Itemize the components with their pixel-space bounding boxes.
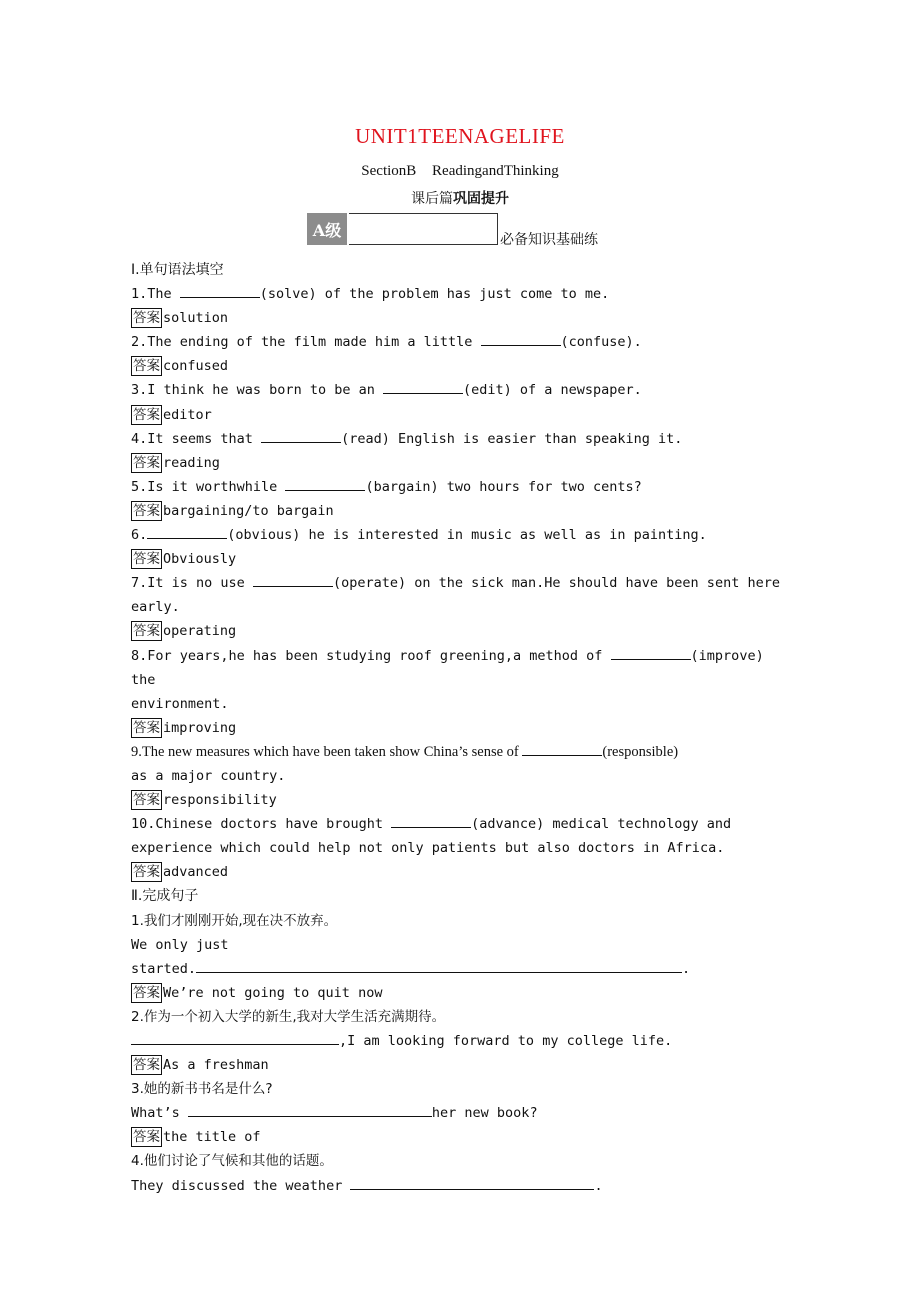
answer-blank[interactable] (350, 1175, 594, 1190)
answer-tag: 答案 (133, 502, 160, 519)
question-9: 9.The new measures which have been taken show China’s sense of (responsible) (131, 740, 791, 764)
answer-blank[interactable] (285, 476, 365, 491)
answer-blank[interactable] (522, 741, 602, 756)
question-8-cont: environment. (131, 695, 229, 712)
part1-heading: Ⅰ.单句语法填空 (131, 262, 224, 278)
answer-tag: 答案 (133, 864, 160, 881)
sentence-answer-1: 答案 We’re not going to quit now (133, 984, 383, 1001)
answer-blank[interactable] (253, 572, 333, 587)
sentence-answer-2: 答案 As a freshman (133, 1057, 269, 1074)
level-badge: A级 (307, 213, 347, 245)
answer-tag: 答案 (133, 792, 160, 809)
part2-heading: Ⅱ.完成句子 (131, 888, 199, 905)
answer-blank[interactable] (261, 428, 341, 443)
sentence-1-en: We only just (131, 936, 229, 953)
answer-tag: 答案 (133, 1129, 160, 1146)
question-10-cont: experience which could help not only patients but also doctors in Africa. (131, 840, 725, 857)
answer-tag: 答案 (133, 719, 160, 736)
exercise-content (131, 258, 791, 1198)
answer-5: 答案 bargaining/to bargain (133, 502, 334, 519)
answer-blank[interactable] (188, 1102, 432, 1117)
question-3: 3.I think he was born to be an (edit) of a newspaper. (131, 378, 791, 402)
answer-tag: 答案 (133, 551, 160, 568)
answer-2: 答案 confused (133, 358, 229, 375)
sentence-1-en-cont: started. . (131, 957, 791, 981)
question-7-cont: early. (131, 599, 180, 616)
sentence-3-en: What’s her new book? (131, 1101, 791, 1125)
sentence-2-en: ,I am looking forward to my college life. (131, 1029, 791, 1053)
question-5: 5.Is it worthwhile (bargain) two hours for two cents? (131, 475, 791, 499)
sentence-1-cn: 1.我们才刚刚开始,现在决不放弃。 (131, 912, 338, 929)
sentence-3-cn: 3.她的新书书名是什么? (131, 1081, 273, 1098)
answer-3: 答案 editor (133, 406, 212, 423)
level-banner (307, 213, 598, 248)
answer-blank[interactable] (196, 958, 682, 973)
answer-tag: 答案 (133, 358, 160, 375)
section-name: ReadingandThinking (432, 163, 559, 179)
question-4: 4.It seems that (read) English is easier than speaking it. (131, 427, 791, 451)
answer-7: 答案 operating (133, 623, 237, 640)
answer-blank[interactable] (481, 331, 561, 346)
level-box (349, 213, 498, 245)
sentence-2-cn: 2.作为一个初入大学的新生,我对大学生活充满期待。 (131, 1008, 446, 1025)
answer-4: 答案 reading (133, 454, 220, 471)
answer-blank[interactable] (611, 645, 691, 660)
answer-blank[interactable] (391, 813, 471, 828)
answer-10: 答案 advanced (133, 864, 229, 881)
question-1: 1.The (solve) of the problem has just come to me. (131, 282, 791, 306)
answer-tag: 答案 (133, 1057, 160, 1074)
question-8: 8.For years,he has been studying roof greening,a method of (improve) the (131, 644, 791, 692)
question-10: 10.Chinese doctors have brought (advance) medical technology and (131, 812, 791, 836)
section-title (0, 163, 920, 180)
question-9-cont: as a major country. (131, 767, 286, 784)
unit-title: UNIT1TEENAGELIFE (355, 124, 565, 148)
answer-tag: 答案 (133, 454, 160, 471)
level-label: 必备知识基础练 (500, 232, 598, 248)
question-2: 2.The ending of the film made him a little (confuse). (131, 330, 791, 354)
answer-1: 答案 solution (133, 310, 229, 327)
answer-tag: 答案 (133, 984, 160, 1001)
question-6: 6. (obvious) he is interested in music as well as in painting. (131, 523, 791, 547)
answer-8: 答案 improving (133, 719, 237, 736)
subtitle-prefix: 课后篇 (411, 191, 453, 207)
answer-tag: 答案 (133, 623, 160, 640)
section-code: SectionB (361, 163, 417, 179)
sentence-answer-3: 答案 the title of (133, 1129, 261, 1146)
answer-blank[interactable] (180, 283, 260, 298)
subtitle-bold: 巩固提升 (453, 191, 509, 207)
answer-tag: 答案 (133, 406, 160, 423)
answer-6: 答案 Obviously (133, 551, 237, 568)
answer-blank[interactable] (383, 379, 463, 394)
answer-9: 答案 responsibility (133, 792, 277, 809)
question-7: 7.It is no use (operate) on the sick man.He should have been sent here (131, 571, 791, 595)
subtitle (0, 188, 920, 208)
answer-blank[interactable] (147, 524, 227, 539)
sentence-4-cn: 4.他们讨论了气候和其他的话题。 (131, 1153, 333, 1170)
answer-tag: 答案 (133, 310, 160, 327)
sentence-4-en: They discussed the weather . (131, 1174, 791, 1198)
answer-blank[interactable] (131, 1030, 339, 1045)
